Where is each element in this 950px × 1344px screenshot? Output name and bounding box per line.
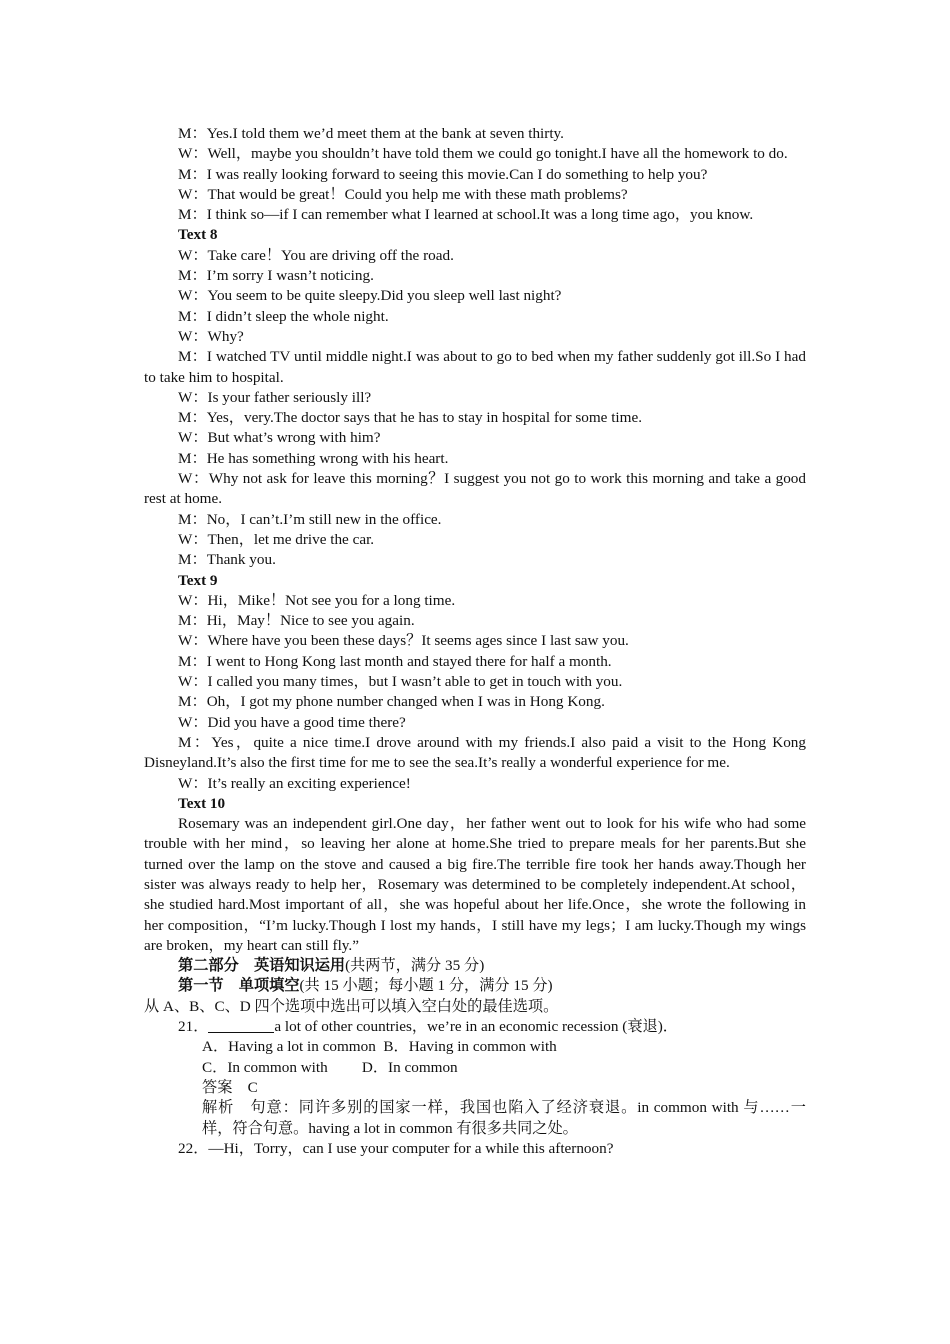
question-number: 21． [178,1018,209,1036]
dialog-line: W：Why not ask for leave this morning？I suggest you not go to work this morning and take a good rest at home. [144,470,806,508]
dialog-line: W：I called you many times，but I wasn’t able to get in touch with you. [178,673,623,691]
dialog-line: M：Hi，May！Nice to see you again. [178,612,415,630]
option-a: A．Having a lot in common [202,1038,376,1056]
dialog-line: M：Yes.I told them we’d meet them at the bank at seven thirty. [178,125,564,142]
dialog-line: M：I went to Hong Kong last month and stayed there for half a month. [178,652,612,670]
part2-score: (共两节，满分 35 分) [345,957,485,975]
options-row [144,1058,806,1078]
dialog-line: M：Yes，very.The doctor says that he has to stay in hospital for some time. [178,409,642,427]
dialog-line: M：Yes，quite a nice time.I drove around with my friends.I also paid a visit to the Hong Kong Disneyland.It’s also the first time for me to see the sea.It’s really a wonderful experience for me. [144,733,806,772]
option-d: D．In common [361,1058,458,1076]
explanation: 解析 句意：同许多别的国家一样，我国也陷入了经济衰退。in common with 与……一样，符合句意。having a lot in common 有很多共同之处。 [202,1099,806,1137]
part2-title: 第二部分 英语知识运用 [178,957,346,975]
dialog-line: W：That would be great！Could you help me with these math problems? [178,185,628,203]
dialog-line: W：Is your father seriously ill? [178,388,372,406]
answer: 答案 C [202,1078,258,1096]
dialog-line: M：Thank you. [178,551,276,569]
text8-heading: Text 8 [178,226,218,244]
section1-title: 第一节 单项填空 [178,977,300,995]
dialog-line: W：Well，maybe you shouldn’t have told them we could go tonight.I have all the homework to do. [178,145,788,163]
dialog-line: M：Oh，I got my phone number changed when I was in Hong Kong. [178,693,605,711]
option-b: B．Having in common with [383,1038,557,1056]
text9-heading: Text 9 [178,571,218,589]
dialog-line: W：Take care！You are driving off the road. [178,246,454,264]
options-row [144,1037,806,1057]
dialog-line: M：I watched TV until middle night.I was about to go to bed when my father suddenly got ill.So I had to take him to hospital. [144,348,806,386]
answer-blank [208,1018,274,1033]
dialog-line: W：Where have you been these days？It seems ages since I last saw you. [178,632,629,650]
dialog-line: M：No，I can’t.I’m still new in the office. [178,510,442,528]
question-22: 22．—Hi，Torry，can I use your computer for a while this afternoon? [178,1139,614,1157]
part2-heading [144,956,806,976]
section1-score: (共 15 小题；每小题 1 分，满分 15 分) [299,977,553,995]
document-page [144,124,806,1159]
dialog-line: M：I didn’t sleep the whole night. [178,307,389,325]
dialog-line: W：You seem to be quite sleepy.Did you sleep well last night? [178,287,562,305]
dialog-line: W：Hi，Mike！Not see you for a long time. [178,591,456,609]
section1-instruction: 从 A、B、C、D 四个选项中选出可以填入空白处的最佳选项。 [144,997,559,1015]
dialog-line: M：He has something wrong with his heart. [178,449,449,467]
dialog-line: W：It’s really an exciting experience! [178,774,411,792]
dialog-line: W：Did you have a good time there? [178,713,406,731]
question-stem: a lot of other countries，we’re in an economic recession (衰退)． [274,1018,678,1036]
dialog-line: M：I was really looking forward to seeing this movie.Can I do something to help you? [178,165,708,183]
dialog-line: W：Why? [178,327,244,345]
dialog-line: M：I think so—if I can remember what I learned at school.It was a long time ago，you know. [178,206,754,224]
passage-paragraph: Rosemary was an independent girl.One day，her father went out to look for his wife who had some trouble with her mind，so leaving her alone at home.She tried to prepare meals for her parents.But she turned over the lamp on the stove and caused a big fire.The terrible fire took her hands away.Though her sister was always ready to help her，Rosemary was determined to be completely independent.At school，she studied hard.Most important of all，she was hopeful about her life.Once，she wrote the following in her composition，“I’m lucky.Though I lost my hands，I still have my legs；I am lucky.Though my wings are broken，my heart can still fly.” [144,815,806,954]
option-c: C．In common with [202,1058,328,1076]
question-21 [144,1017,806,1037]
dialog-line: M：I’m sorry I wasn’t noticing. [178,267,374,285]
text10-heading: Text 10 [178,794,226,812]
dialog-line: W：Then，let me drive the car. [178,530,375,548]
dialog-line: W：But what’s wrong with him? [178,429,381,447]
section1-heading [144,976,806,996]
